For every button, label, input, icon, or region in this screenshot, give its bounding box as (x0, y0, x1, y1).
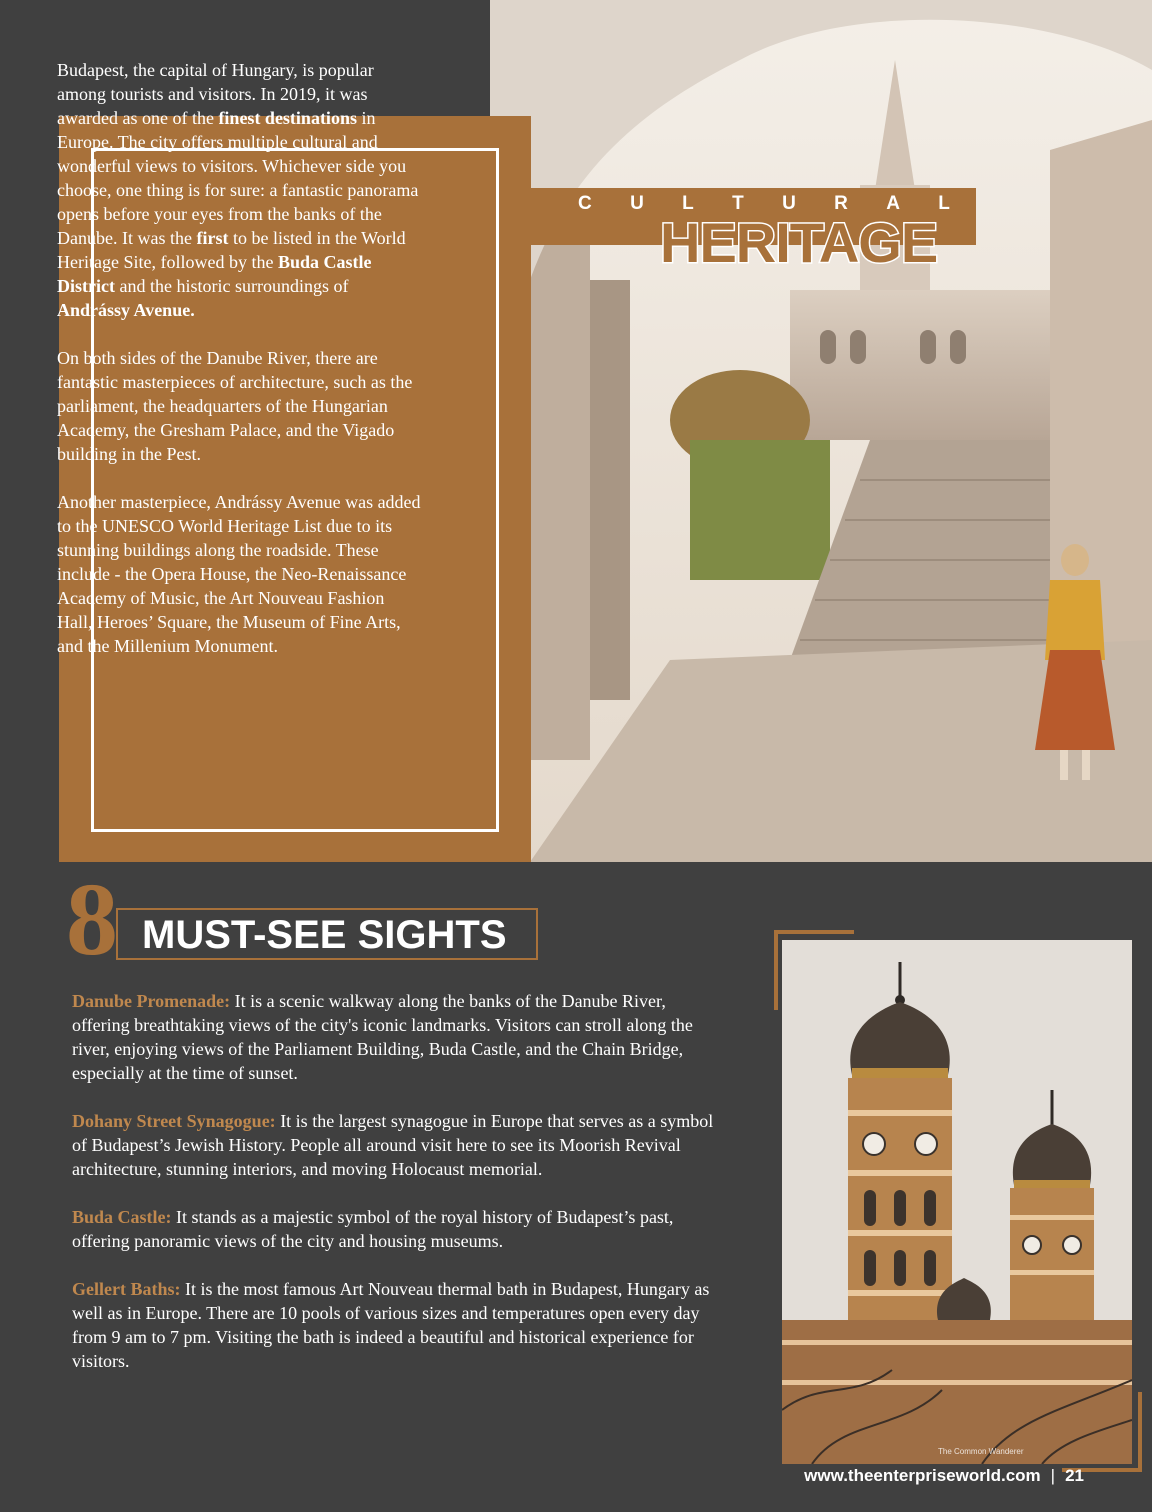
sight-description: It is the most famous Art Nouveau thermal bath in Budapest, Hungary as well as in Europe. There are 10 pools of various sizes and temperatures open every day from 9 am to 7 pm. Visiting the bath is indeed a beautiful and historical experience for visitors. (72, 1279, 710, 1371)
intro-paragraph-2 (57, 346, 421, 466)
footer-url[interactable]: www.theenterpriseworld.com (804, 1466, 1041, 1485)
page-number: 21 (1065, 1466, 1084, 1485)
intro-text-run: Another masterpiece, Andrássy Avenue was added to the UNESCO World Heritage List due to its stunning buildings along the roadside. These include - the Opera House, the Neo-Renaissance Academy of Music, the Art Nouveau Fashion Hall, Heroes’ Square, the Museum of Fine Arts, and the Millenium Monument. (57, 492, 421, 656)
intro-text-run: in Europe. The city offers multiple cultural and wonderful views to visitors. Whichever side you choose, one thing is for sure: a fantastic panorama opens before your eyes from the banks of the Danube. It was the (57, 108, 419, 248)
title-cultural-letter: L (682, 193, 694, 214)
intro-emphasis: first (196, 228, 229, 248)
sights-list (72, 989, 722, 1397)
sights-heading: MUST-SEE SIGHTS (142, 913, 507, 957)
intro-text-run: Budapest, the capital of Hungary, is popular among tourists and visitors. In 2019, it was awarded as one of the (57, 60, 374, 128)
sight-name: Buda Castle: (72, 1207, 172, 1227)
synagogue-photo (782, 940, 1132, 1464)
title-cultural-letter: U (782, 193, 796, 214)
title-cultural-letter: U (630, 193, 644, 214)
title-cultural-letter: R (834, 193, 848, 214)
sight-name: Danube Promenade: (72, 991, 231, 1011)
sight-description: It is a scenic walkway along the banks of the Danube River, offering breathtaking views of the city's iconic landmarks. Visitors can stroll along the river, enjoying views of the Parliament Building, Buda Castle, and the Chain Bridge, especially at the time of sunset. (72, 991, 693, 1083)
title-cultural-letter: A (886, 193, 900, 214)
footer-separator: | (1050, 1466, 1056, 1485)
sights-number: 8 (66, 862, 118, 977)
sight-item (72, 1109, 722, 1181)
photo-credit: The Common Wanderer (938, 1447, 1024, 1456)
intro-text-run: On both sides of the Danube River, there are fantastic masterpieces of architecture, such as the parliament, the headquarters of the Hungarian Academy, the Gresham Palace, and the Vigado building in the Pest. (57, 348, 413, 464)
sight-item (72, 1205, 722, 1253)
title-cultural-letter: T (732, 193, 744, 214)
intro-emphasis: Andrássy Avenue. (57, 300, 195, 320)
bastion-illustration (490, 0, 1152, 862)
footer (804, 1464, 1084, 1488)
title-heritage: HERITAGE (660, 211, 938, 274)
hero-photo-fishermans-bastion (490, 0, 1152, 862)
title-cultural-letter: L (938, 193, 950, 214)
intro-text (57, 58, 421, 682)
sight-name: Gellert Baths: (72, 1279, 181, 1299)
intro-text-run: and the historic surroundings of (114, 276, 349, 296)
sight-name: Dohany Street Synagogue: (72, 1111, 276, 1131)
intro-paragraph-1 (57, 58, 421, 322)
title-cultural-letter: C (578, 193, 592, 214)
photo-frame-corner-bottom-right (1062, 1392, 1142, 1472)
sight-description: It stands as a majestic symbol of the royal history of Budapest’s past, offering panoramic views of the city and housing museums. (72, 1207, 674, 1251)
intro-paragraph-3 (57, 490, 421, 658)
intro-text-run: to be listed in the World Heritage Site, followed by the (57, 228, 406, 272)
intro-emphasis: finest destinations (218, 108, 357, 128)
intro-emphasis: Buda Castle District (57, 252, 372, 296)
sight-item (72, 989, 722, 1085)
sight-item (72, 1277, 722, 1373)
sight-description: It is the largest synagogue in Europe that serves as a symbol of Budapest’s Jewish History. People all around visit here to see its Moorish Revival architecture, stunning interiors, and moving Holocaust memorial. (72, 1111, 714, 1179)
synagogue-illustration (782, 940, 1132, 1464)
